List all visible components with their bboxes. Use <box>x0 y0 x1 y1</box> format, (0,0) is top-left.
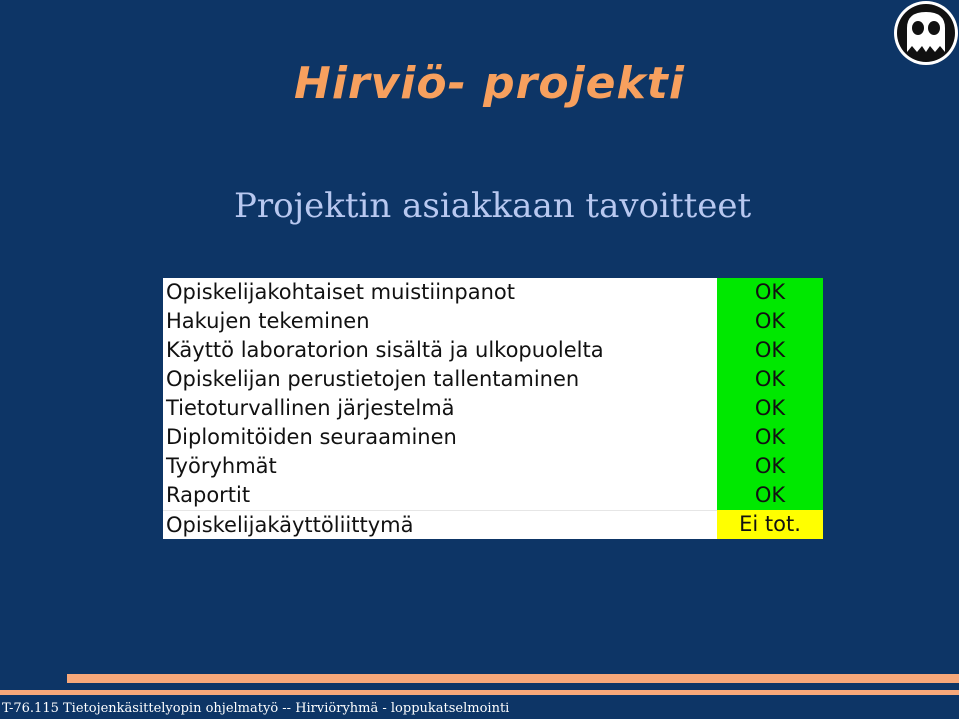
goal-name: Opiskelijakäyttöliittymä <box>163 510 717 539</box>
goal-name: Käyttö laboratorion sisältä ja ulkopuolelta <box>163 336 717 365</box>
slide-title: Hirviö- projekti <box>294 58 685 109</box>
goal-name: Opiskelijan perustietojen tallentaminen <box>163 365 717 394</box>
goal-status: OK <box>717 278 823 307</box>
table-row <box>163 394 823 423</box>
goal-name: Diplomitöiden seuraaminen <box>163 423 717 452</box>
slide-subtitle: Projektin asiakkaan tavoitteet <box>234 186 752 226</box>
goal-name: Opiskelijakohtaiset muistiinpanot <box>163 278 717 307</box>
footer-divider-bottom <box>0 690 959 695</box>
table-row <box>163 365 823 394</box>
goal-status: OK <box>717 481 823 510</box>
table-row <box>163 423 823 452</box>
goal-status: OK <box>717 452 823 481</box>
goal-name: Raportit <box>163 481 717 510</box>
table-row <box>163 452 823 481</box>
goal-status: OK <box>717 394 823 423</box>
footer-divider-top <box>67 674 959 683</box>
table-row <box>163 481 823 510</box>
table-row <box>163 510 823 539</box>
table-row <box>163 307 823 336</box>
ghost-monster-icon <box>893 0 959 66</box>
goal-status: OK <box>717 307 823 336</box>
goal-name: Työryhmät <box>163 452 717 481</box>
goals-table <box>163 278 823 539</box>
goal-status: Ei tot. <box>717 510 823 539</box>
goal-name: Hakujen tekeminen <box>163 307 717 336</box>
table-row <box>163 278 823 307</box>
goal-status: OK <box>717 365 823 394</box>
goal-status: OK <box>717 423 823 452</box>
goal-status: OK <box>717 336 823 365</box>
goal-name: Tietoturvallinen järjestelmä <box>163 394 717 423</box>
slide-footer: T-76.115 Tietojenkäsittelyopin ohjelmatyö -- Hirviöryhmä - loppukatselmointi <box>2 701 510 716</box>
table-row <box>163 336 823 365</box>
